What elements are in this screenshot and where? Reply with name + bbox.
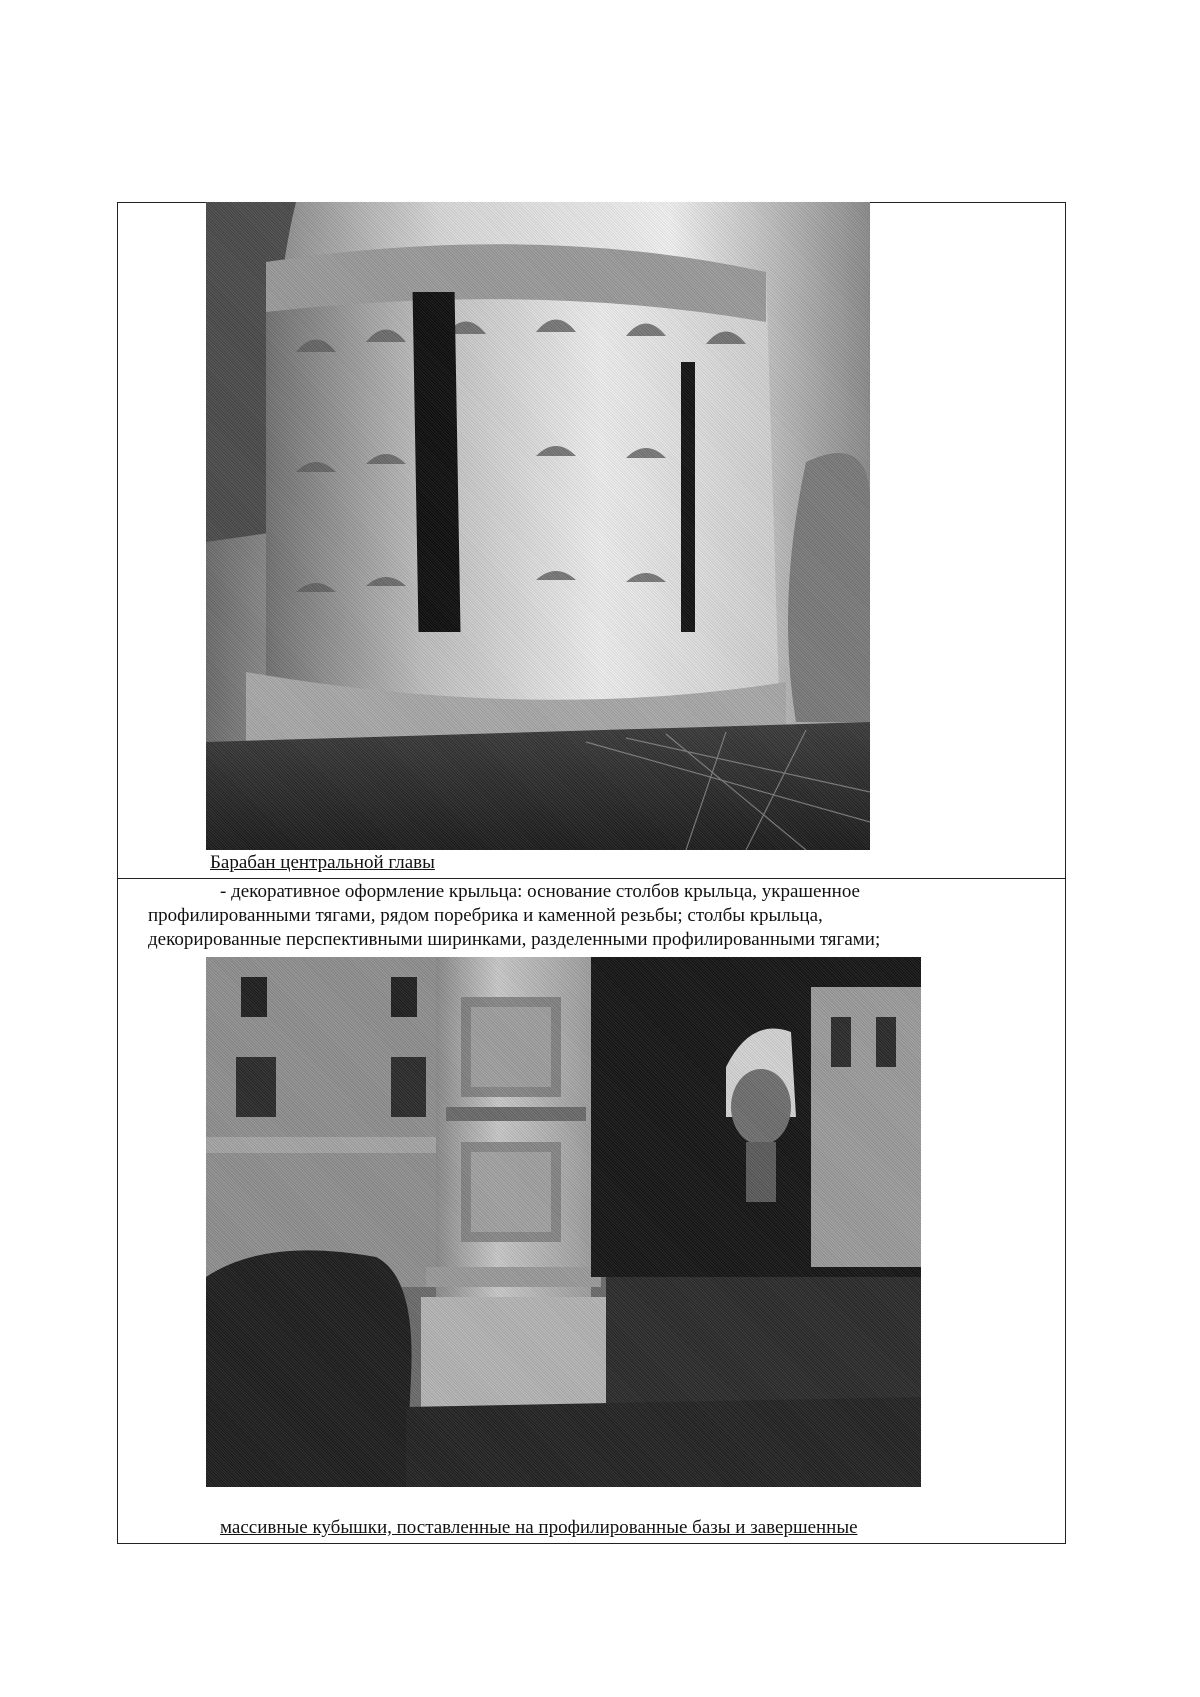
drum-photo <box>206 202 870 850</box>
paragraph-line: декорированные перспективными ширинками, разделенными профилированными тягами; <box>148 929 881 950</box>
porch-description <box>148 880 1028 952</box>
paragraph-line: профилированными тягами, рядом поребрика и каменной резьбы; столбы крыльца, <box>148 905 823 926</box>
porch-photo <box>206 957 921 1487</box>
drum-caption: Барабан центральной главы <box>210 852 435 873</box>
bottom-caption: массивные кубышки, поставленные на профилированные базы и завершенные <box>220 1517 858 1538</box>
paragraph-line: - декоративное оформление крыльца: основание столбов крыльца, украшенное <box>220 881 860 902</box>
table-row-divider <box>117 878 1066 879</box>
